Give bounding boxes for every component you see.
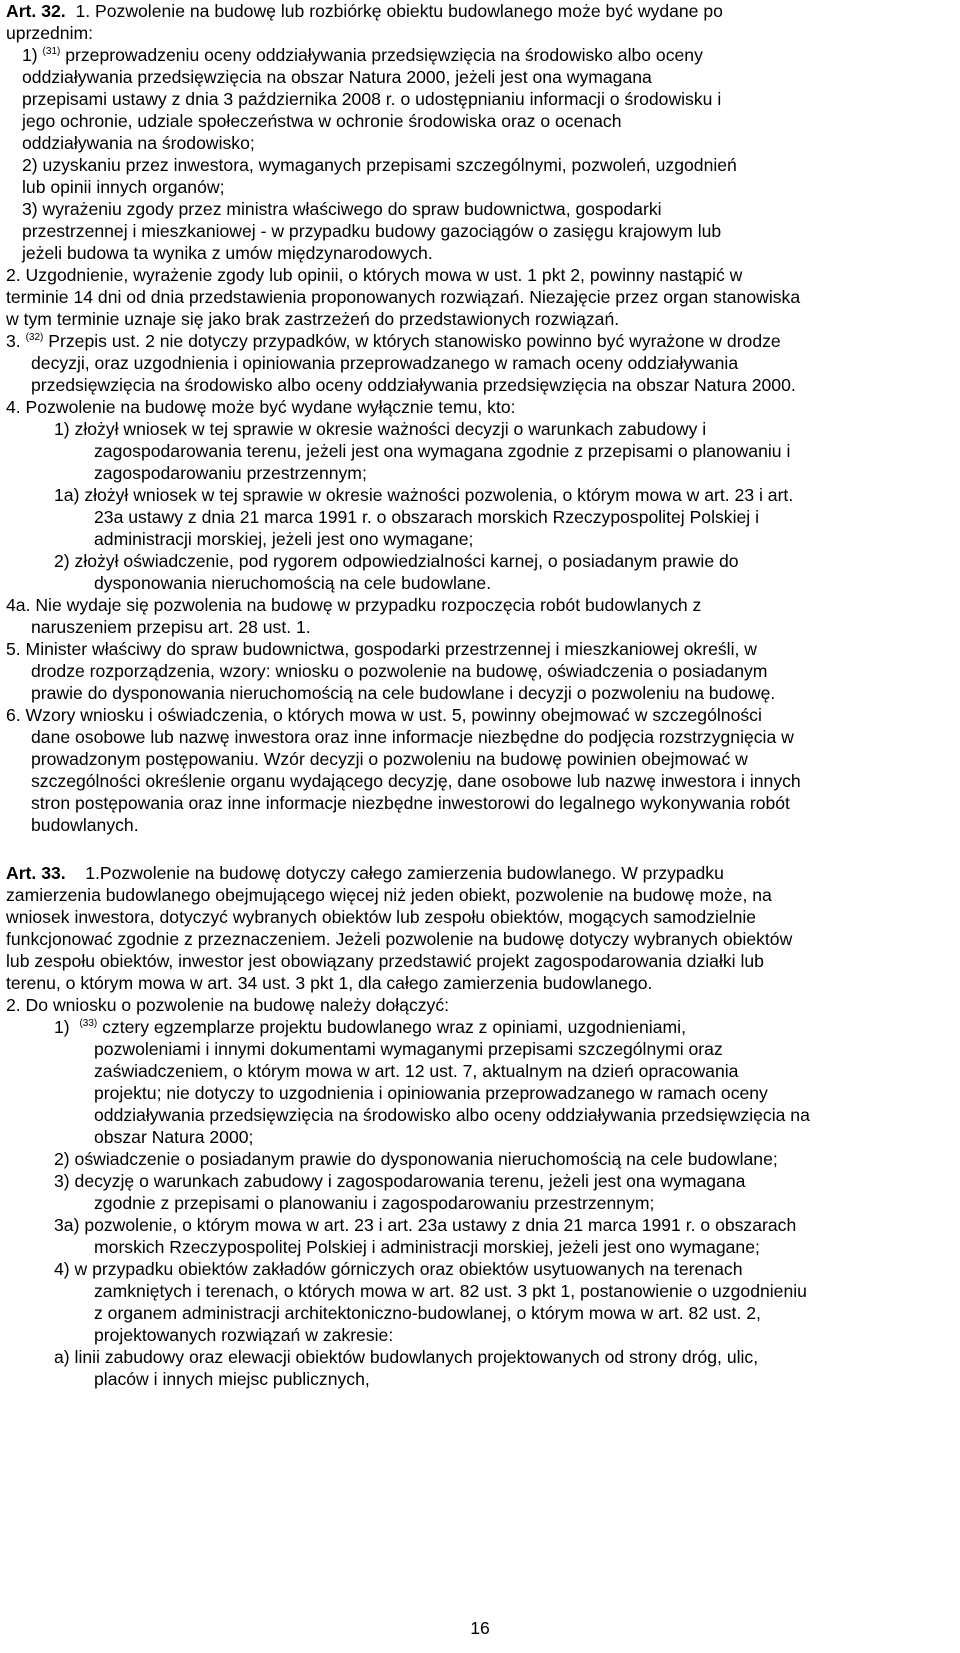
art32-item1-line: przepisami ustawy z dnia 3 października 2008 r. o udostępnianiu informacji o środowisku i xyxy=(22,89,722,109)
page-number: 16 xyxy=(470,1618,490,1638)
art33-item1-line: pozwoleniami i innymi dokumentami wymaganymi przepisami szczególnymi oraz xyxy=(94,1039,723,1059)
art32-p2-line: terminie 14 dni od dnia przedstawienia proponowanych rozwiązań. Niezajęcie przez organ stanowiska xyxy=(6,287,801,307)
art32-p4-item-line: 2) złożył oświadczenie, pod rygorem odpowiedzialności karnej, o posiadanym prawie do xyxy=(54,551,739,571)
art32-item1-line: jego ochronie, udziale społeczeństwa w ochronie środowiska oraz o ocenach xyxy=(22,111,622,131)
art32-p6-line: prowadzonym postępowaniu. Wzór decyzji o pozwoleniu na budowę powinien obejmować w xyxy=(31,749,748,769)
art33-item1-line: 1) $^{(33)}$ cztery egzemplarze projektu budowlanego wraz z opiniami, uzgodnieniami, xyxy=(54,1017,686,1037)
art32-p6-line: dane osobowe lub nazwę inwestora oraz inne informacje niezbędne do podjęcia rozstrzygnięcia w xyxy=(31,727,794,747)
art32-p4-item-line: zagospodarowania terenu, jeżeli jest ona wymagana zgodnie z przepisami o planowaniu i xyxy=(94,441,791,461)
art32-p2-line: 2. Uzgodnienie, wyrażenie zgody lub opinii, o których mowa w ust. 1 pkt 2, powinny nastąpić w xyxy=(6,265,743,285)
art33-item3a-line: morskich Rzeczypospolitej Polskiej i administracji morskiej, jeżeli jest ono wymagane; xyxy=(94,1237,760,1257)
art32-p2-line: w tym terminie uznaje się jako brak zastrzeżeń do przedstawionych rozwiązań. xyxy=(6,309,620,329)
art33-item1-line: projektu; nie dotyczy to uzgodnienia i opiniowania przeprowadzanego w ramach oceny xyxy=(94,1083,768,1103)
art33-p1-line: wniosek inwestora, dotyczyć wybranych obiektów lub zespołu obiektów, mogących samodzielnie xyxy=(6,907,757,927)
art33-item4-line: z organem administracji architektoniczno-budowlanej, o którym mowa w art. 82 ust. 2, xyxy=(94,1303,761,1323)
art32-p4-item-line: administracji morskiej, jeżeli jest ono wymagane; xyxy=(94,529,474,549)
art33-line: Art. 33. 1.Pozwolenie na budowę dotyczy całego zamierzenia budowlanego. W przypadku xyxy=(6,863,724,883)
art32-line: Art. 32. 1. Pozwolenie na budowę lub rozbiórkę obiektu budowlanego może być wydane po xyxy=(6,1,723,21)
art33-p1-line: terenu, o którym mowa w art. 34 ust. 3 pkt 1, dla całego zamierzenia budowlanego. xyxy=(6,973,653,993)
art32-p5-line: prawie do dysponowania nieruchomością na cele budowlane i decyzji o pozwoleniu na budowę. xyxy=(31,683,776,703)
art32-p4-item-line: 23a ustawy z dnia 21 marca 1991 r. o obszarach morskich Rzeczypospolitej Polskiej i xyxy=(94,507,759,527)
art32-item3-line: przestrzennej i mieszkaniowej - w przypadku budowy gazociągów o zasięgu krajowym lub xyxy=(22,221,722,241)
art33-p1-line: funkcjonować zgodnie z przeznaczeniem. Jeżeli pozwolenie na budowę dotyczy wybranych obiektów xyxy=(6,929,793,949)
art32-p3-line: przedsięwzięcia na środowisko albo oceny oddziaływania przedsięwzięcia na obszar Natura 2000. xyxy=(31,375,796,395)
art32-p4-line: 4. Pozwolenie na budowę może być wydane wyłącznie temu, kto: xyxy=(6,397,516,417)
art33-subitem-a-line: placów i innych miejsc publicznych, xyxy=(94,1369,370,1389)
art32-p6-line: stron postępowania oraz inne informacje niezbędne inwestorowi do legalnego wykonywania robót xyxy=(31,793,790,813)
art33-item4-line: projektowanych rozwiązań w zakresie: xyxy=(94,1325,394,1345)
art33-item1-line: zaświadczeniem, o którym mowa w art. 12 ust. 7, aktualnym na dzień opracowania xyxy=(94,1061,739,1081)
art32-item1-line: 1) $^{(31)}$ przeprowadzeniu oceny oddziaływania przedsięwzięcia na środowisko albo oceny xyxy=(22,45,703,65)
art33-p2-line: 2. Do wniosku o pozwolenie na budowę należy dołączyć: xyxy=(6,995,450,1015)
art32-p3-line: 3. $^{(32)}$ Przepis ust. 2 nie dotyczy przypadków, w których stanowisko powinno być wyrażone w drodze xyxy=(6,331,781,351)
art32-item3-line: 3) wyrażeniu zgody przez ministra właściwego do spraw budownictwa, gospodarki xyxy=(22,199,662,219)
footnote-ref: (31) xyxy=(42,46,61,57)
art32-p4a-line: naruszeniem przepisu art. 28 ust. 1. xyxy=(31,617,311,637)
art32-p1-cont: uprzednim: xyxy=(6,23,94,43)
art33-p1-line: zamierzenia budowlanego obejmującego więcej niż jeden obiekt, pozwolenie na budowę może, na xyxy=(6,885,772,905)
art33-item4-line: zamkniętych i terenach, o których mowa w art. 82 ust. 3 pkt 1, postanowienie o uzgodnieniu xyxy=(94,1281,807,1301)
art33-item1-line: obszar Natura 2000; xyxy=(94,1127,254,1147)
art32-p6-line: szczególności określenie organu wydającego decyzję, dane osobowe lub nazwę inwestora i innych xyxy=(31,771,801,791)
art32-item1-line: oddziaływania przedsięwzięcia na obszar Natura 2000, jeżeli jest ona wymagana xyxy=(22,67,652,87)
art33-item1-line: oddziaływania przedsięwzięcia na środowisko albo oceny oddziaływania przedsięwzięcia na xyxy=(94,1105,810,1125)
art32-p4-item-line: dysponowania nieruchomością na cele budowlane. xyxy=(94,573,492,593)
art32-p4-item-line: 1a) złożył wniosek w tej sprawie w okresie ważności pozwolenia, o którym mowa w art. 23 i art. xyxy=(54,485,794,505)
art33-item3a-line: 3a) pozwolenie, o którym mowa w art. 23 i art. 23a ustawy z dnia 21 marca 1991 r. o obszarach xyxy=(54,1215,797,1235)
art33-heading: Art. 33. xyxy=(6,863,66,883)
art32-p4-item-line: zagospodarowaniu przestrzennym; xyxy=(94,463,367,483)
art32-item1-line: oddziaływania na środowisko; xyxy=(22,133,255,153)
art32-p3-line: decyzji, oraz uzgodnienia i opiniowania przeprowadzanego w ramach oceny oddziaływania xyxy=(31,353,739,373)
art33-item3-line: 3) decyzję o warunkach zabudowy i zagospodarowania terenu, jeżeli jest ona wymagana xyxy=(54,1171,746,1191)
footnote-ref: (33) xyxy=(79,1018,98,1029)
art33-subitem-a-line: a) linii zabudowy oraz elewacji obiektów budowlanych projektowanych od strony dróg, ulic, xyxy=(54,1347,759,1367)
art32-heading: Art. 32. xyxy=(6,1,66,21)
art33-item4-line: 4) w przypadku obiektów zakładów górniczych oraz obiektów usytuowanych na terenach xyxy=(54,1259,743,1279)
art32-p6-line: budowlanych. xyxy=(31,815,139,835)
art32-p5-line: drodze rozporządzenia, wzory: wniosku o pozwolenie na budowę, oświadczenia o posiadanym xyxy=(31,661,768,681)
art32-item2-line: 2) uzyskaniu przez inwestora, wymaganych przepisami szczególnymi, pozwoleń, uzgodnień xyxy=(22,155,737,175)
art32-p5-line: 5. Minister właściwy do spraw budownictwa, gospodarki przestrzennej i mieszkaniowej określi, w xyxy=(6,639,757,659)
art33-p1-line: lub zespołu obiektów, inwestor jest obowiązany przedstawić projekt zagospodarowania działki lub xyxy=(6,951,764,971)
art33-item2-line: 2) oświadczenie o posiadanym prawie do dysponowania nieruchomością na cele budowlane; xyxy=(54,1149,778,1169)
art33-item3-line: zgodnie z przepisami o planowaniu i zagospodarowaniu przestrzennym; xyxy=(94,1193,655,1213)
art32-item3-line: jeżeli budowa ta wynika z umów międzynarodowych. xyxy=(22,243,433,263)
footnote-ref: (32) xyxy=(25,332,44,343)
art32-p4a-line: 4a. Nie wydaje się pozwolenia na budowę w przypadku rozpoczęcia robót budowlanych z xyxy=(6,595,702,615)
art32-p4-item-line: 1) złożył wniosek w tej sprawie w okresie ważności decyzji o warunkach zabudowy i xyxy=(54,419,707,439)
art32-item2-line: lub opinii innych organów; xyxy=(22,177,225,197)
art32-p6-line: 6. Wzory wniosku i oświadczenia, o których mowa w ust. 5, powinny obejmować w szczególności xyxy=(6,705,762,725)
